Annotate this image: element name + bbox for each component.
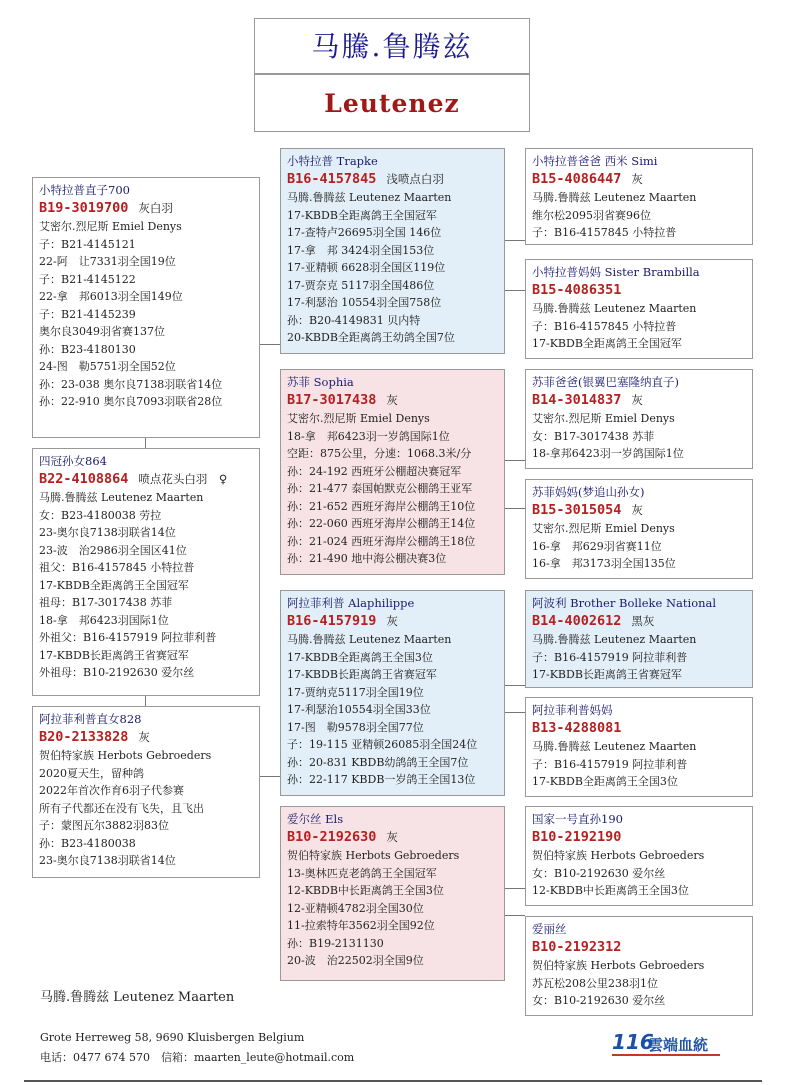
record-line: 外祖父：B16-4157919 阿拉菲利普 xyxy=(39,631,217,644)
plumage-color: 灰 xyxy=(386,614,398,628)
parent-sire-card xyxy=(280,590,505,796)
record-line: 外祖母：B10-2192630 爱尔丝 xyxy=(39,666,195,679)
record-line: 女：B10-2192630 爱尔丝 xyxy=(532,994,666,1007)
pigeon-name: 苏菲 Sophia xyxy=(287,375,354,389)
parent-sire-card xyxy=(280,148,505,354)
logo-number: 116 xyxy=(612,1030,654,1054)
record-line: 子：B21-4145122 xyxy=(39,272,136,286)
record-line: 女：B23-4180038 劳拉 xyxy=(39,508,162,522)
ring-number: B10-2192312 xyxy=(532,939,622,955)
record-line: 17-KBDB全距离鸽王全国3位 xyxy=(287,650,433,664)
record-line: 苏瓦松208公里238羽1位 xyxy=(532,976,658,990)
record-line: 17-KBDB长距离鸽王省赛冠军 xyxy=(287,668,437,681)
ring-number: B22-4108864 xyxy=(39,471,129,487)
ring-number: B10-2192630 xyxy=(287,829,377,845)
record-line: 空距：875公里，分速：1068.3米/分 xyxy=(287,447,472,460)
record-line: 22-拿 邦6013羽全国149位 xyxy=(39,290,183,303)
plumage-color: 灰白羽 xyxy=(138,201,173,215)
grandparent-card xyxy=(525,148,753,245)
subject-dam-card xyxy=(32,448,260,696)
pigeon-name: 小特拉普 Trapke xyxy=(287,154,378,168)
plumage-color: 黑灰 xyxy=(631,614,655,628)
pigeon-name: 阿拉菲利普直女828 xyxy=(39,712,142,726)
connector-line xyxy=(505,915,525,916)
record-line: 18-拿邦6423羽一岁鸽国际1位 xyxy=(532,447,684,460)
bottom-rule xyxy=(24,1080,762,1082)
record-line: 马腾.鲁腾兹 Leutenez Maarten xyxy=(532,740,697,753)
record-line: 12-KBDB中长距离鸽王全国3位 xyxy=(532,884,689,897)
pigeon-name: 小特拉普直子700 xyxy=(39,183,130,197)
record-line: 孙：B19-2131130 xyxy=(287,936,384,950)
record-line: 孙：23-038 奥尔良7138羽联省14位 xyxy=(39,377,223,391)
ring-number: B17-3017438 xyxy=(287,392,377,408)
record-line: 艾密尔.烈尼斯 Emiel Denys xyxy=(39,220,182,233)
record-line: 维尔松2095羽省赛96位 xyxy=(532,208,651,222)
subject-dam-card xyxy=(32,706,260,878)
record-line: 马腾.鲁腾兹 Leutenez Maarten xyxy=(287,191,452,204)
record-line: 17-KBDB全距离鸽王全国冠军 xyxy=(39,578,189,592)
record-line: 20-KBDB全距离鸽王幼鸽全国7位 xyxy=(287,331,455,344)
logo-underline xyxy=(612,1054,720,1056)
record-line: 17-KBDB全距离鸽王全国3位 xyxy=(532,775,678,788)
connector-line xyxy=(505,712,525,713)
ring-number: B15-4086351 xyxy=(532,282,622,298)
record-line: 孙：20-831 KBDB幼鸽鸽王全国7位 xyxy=(287,755,469,769)
record-line: 18-拿 邦6423羽国际1位 xyxy=(39,613,169,627)
record-line: 艾密尔.烈尼斯 Emiel Denys xyxy=(287,412,430,425)
pigeon-name: 阿波利 Brother Bolleke National xyxy=(532,596,717,610)
connector-line xyxy=(260,344,280,345)
record-line: 17-查特卢26695羽全国 146位 xyxy=(287,226,442,239)
record-line: 子：B16-4157919 阿拉菲利普 xyxy=(532,757,688,771)
record-line: 24-图 勒5751羽全国52位 xyxy=(39,360,176,373)
record-line: 13-奥林匹克老鸽鸽王全国冠军 xyxy=(287,866,437,880)
record-line: 孙：22-117 KBDB一岁鸽王全国13位 xyxy=(287,773,476,786)
record-line: 孙：22-910 奥尔良7093羽联省28位 xyxy=(39,395,223,408)
record-line: 17-KBDB长距离鸽王省赛冠军 xyxy=(532,668,682,681)
connector-line xyxy=(505,240,525,241)
plumage-color: 灰 xyxy=(386,830,398,844)
parent-dam-card xyxy=(280,369,505,575)
plumage-color: 浅喷点白羽 xyxy=(386,172,444,186)
pigeon-name: 苏菲妈妈(梦追山孙女) xyxy=(532,485,645,499)
plumage-color: 灰 xyxy=(631,393,643,407)
plumage-color: 灰 xyxy=(631,503,643,517)
record-line: 22-阿 让7331羽全国19位 xyxy=(39,255,176,268)
cloud-pedigree-logo xyxy=(612,1030,722,1058)
record-line: 贺伯特家族 Herbots Gebroeders xyxy=(532,959,705,972)
record-line: 孙：B23-4180038 xyxy=(39,836,136,850)
logo-text: 雲端血統 xyxy=(648,1036,709,1054)
record-line: 贺伯特家族 Herbots Gebroeders xyxy=(287,849,460,862)
connector-line xyxy=(505,888,525,889)
ring-number: B15-4086447 xyxy=(532,171,622,187)
record-line: 17-贾奈克 5117羽全国486位 xyxy=(287,278,435,292)
grandparent-card xyxy=(525,697,753,797)
record-line: 17-KBDB长距离鸽王省赛冠军 xyxy=(39,648,189,662)
record-line: 艾密尔.烈尼斯 Emiel Denys xyxy=(532,522,675,535)
ring-number: B15-3015054 xyxy=(532,502,622,518)
plumage-color: 灰 xyxy=(138,730,150,744)
grandparent-card xyxy=(525,259,753,359)
record-line: 孙：24-192 西班牙公棚超决赛冠军 xyxy=(287,464,462,478)
record-line: 子：蒙图瓦尔3882羽83位 xyxy=(39,819,169,832)
record-line: 23-奥尔良7138羽联省14位 xyxy=(39,526,176,539)
record-line: 17-亚精顿 6628羽全国区119位 xyxy=(287,261,446,274)
footer-contact: 电话：0477 674 570 信箱：maarten_leute@hotmail.com xyxy=(40,1051,355,1064)
record-line: 子：19-115 亚精顿26085羽全国24位 xyxy=(287,738,478,751)
record-line: 马腾.鲁腾兹 Leutenez Maarten xyxy=(287,633,452,646)
footer-owner: 马腾.鲁腾兹 Leutenez Maarten xyxy=(40,990,235,1005)
connector-line xyxy=(505,685,525,686)
ring-number: B16-4157845 xyxy=(287,171,377,187)
grandparent-card xyxy=(525,916,753,1016)
grandparent-card xyxy=(525,806,753,906)
ring-number: B19-3019700 xyxy=(39,200,129,216)
record-line: 16-拿 邦3173羽全国135位 xyxy=(532,557,676,570)
record-line: 孙：21-477 泰国帕默克公棚鸽王亚军 xyxy=(287,482,473,495)
plumage-color: 喷点花头白羽 ♀ xyxy=(138,472,228,486)
record-line: 孙：21-490 地中海公棚决赛3位 xyxy=(287,552,447,565)
record-line: 23-奥尔良7138羽联省14位 xyxy=(39,854,176,867)
record-line: 16-拿 邦629羽省赛11位 xyxy=(532,539,662,553)
plumage-color: 灰 xyxy=(386,393,398,407)
record-line: 17-利瑟治10554羽全国33位 xyxy=(287,703,431,716)
ring-number: B14-4002612 xyxy=(532,613,622,629)
ring-number: B10-2192190 xyxy=(532,829,622,845)
record-line: 贺伯特家族 Herbots Gebroeders xyxy=(532,849,705,862)
record-line: 孙：B23-4180130 xyxy=(39,342,136,356)
record-line: 子：B21-4145239 xyxy=(39,307,136,321)
record-line: 孙：B20-4149831 贝内特 xyxy=(287,313,421,327)
pigeon-name: 爱尔丝 Els xyxy=(287,812,344,826)
record-line: 17-拿 邦 3424羽全国153位 xyxy=(287,243,435,257)
grandparent-card xyxy=(525,369,753,469)
pigeon-name: 阿拉菲利普妈妈 xyxy=(532,703,613,717)
record-line: 女：B17-3017438 苏菲 xyxy=(532,429,655,443)
record-line: 子：B16-4157845 小特拉普 xyxy=(532,226,677,239)
record-line: 2020夏天生，留种鸽 xyxy=(39,766,144,780)
footer-address: Grote Herreweg 58, 9690 Kluisbergen Belgium xyxy=(40,1031,305,1044)
record-line: 子：B21-4145121 xyxy=(39,237,136,251)
record-line: 子：B16-4157845 小特拉普 xyxy=(532,319,677,333)
ring-number: B20-2133828 xyxy=(39,729,129,745)
record-line: 孙：21-652 西班牙海岸公棚鸽王10位 xyxy=(287,499,476,513)
connector-line xyxy=(505,508,525,509)
plumage-color: 灰 xyxy=(631,172,643,186)
record-line: 祖母：B17-3017438 苏菲 xyxy=(39,596,173,609)
grandparent-card xyxy=(525,590,753,688)
connector-line xyxy=(505,290,525,291)
ring-number: B13-4288081 xyxy=(532,720,622,736)
record-line: 马腾.鲁腾兹 Leutenez Maarten xyxy=(532,633,697,646)
record-line: 23-波 治2986羽全国区41位 xyxy=(39,543,187,557)
subject-sire-card xyxy=(32,177,260,438)
record-line: 17-贾纳克5117羽全国19位 xyxy=(287,685,424,699)
record-line: 马腾.鲁腾兹 Leutenez Maarten xyxy=(532,191,697,204)
pigeon-name: 小特拉普爸爸 西米 Simi xyxy=(532,154,658,168)
record-line: 马腾.鲁腾兹 Leutenez Maarten xyxy=(39,491,204,504)
record-line: 马腾.鲁腾兹 Leutenez Maarten xyxy=(532,302,697,315)
record-line: 11-拉索特年3562羽全国92位 xyxy=(287,919,435,932)
pigeon-name: 四冠孙女864 xyxy=(39,454,107,468)
record-line: 女：B10-2192630 爱尔丝 xyxy=(532,866,666,880)
record-line: 子：B16-4157919 阿拉菲利普 xyxy=(532,650,688,664)
pigeon-name: 苏菲爸爸(银翼巴塞隆纳直子) xyxy=(532,375,679,389)
pedigree-title-english: Leutenez xyxy=(254,74,530,132)
record-line: 12-KBDB中长距离鸽王全国3位 xyxy=(287,884,444,897)
record-line: 17-KBDB全距离鸽王全国冠军 xyxy=(532,337,682,350)
record-line: 17-KBDB全距离鸽王全国冠军 xyxy=(287,208,437,222)
pigeon-name: 小特拉普妈妈 Sister Brambilla xyxy=(532,265,700,279)
record-line: 奥尔良3049羽省赛137位 xyxy=(39,325,165,338)
record-line: 所有子代都还在没有飞失，且飞出 xyxy=(39,801,204,815)
ring-number: B16-4157919 xyxy=(287,613,377,629)
pigeon-name: 阿拉菲利普 Alaphilippe xyxy=(287,596,415,610)
record-line: 艾密尔.烈尼斯 Emiel Denys xyxy=(532,412,675,425)
record-line: 17-利瑟治 10554羽全国758位 xyxy=(287,296,442,309)
pigeon-name: 爱丽丝 xyxy=(532,922,567,936)
record-line: 12-亚精顿4782羽全国30位 xyxy=(287,901,424,915)
pigeon-name: 国家一号直孙190 xyxy=(532,812,623,826)
record-line: 贺伯特家族 Herbots Gebroeders xyxy=(39,749,212,762)
record-line: 20-波 治22502羽全国9位 xyxy=(287,954,424,967)
connector-line xyxy=(260,776,280,777)
record-line: 2022年首次作育6羽子代参赛 xyxy=(39,784,184,797)
grandparent-card xyxy=(525,479,753,579)
connector-line xyxy=(505,460,525,461)
connector-line xyxy=(145,696,146,706)
record-line: 孙：22-060 西班牙海岸公棚鸽王14位 xyxy=(287,517,476,530)
record-line: 祖父：B16-4157845 小特拉普 xyxy=(39,561,195,574)
connector-line xyxy=(145,438,146,448)
record-line: 18-拿 邦6423羽一岁鸽国际1位 xyxy=(287,429,450,443)
record-line: 17-图 勒9578羽全国77位 xyxy=(287,720,424,734)
record-line: 孙：21-024 西班牙海岸公棚鸽王18位 xyxy=(287,534,476,548)
pedigree-title-chinese: 马騰.鲁腾兹 xyxy=(254,18,530,74)
parent-dam-card xyxy=(280,806,505,981)
ring-number: B14-3014837 xyxy=(532,392,622,408)
